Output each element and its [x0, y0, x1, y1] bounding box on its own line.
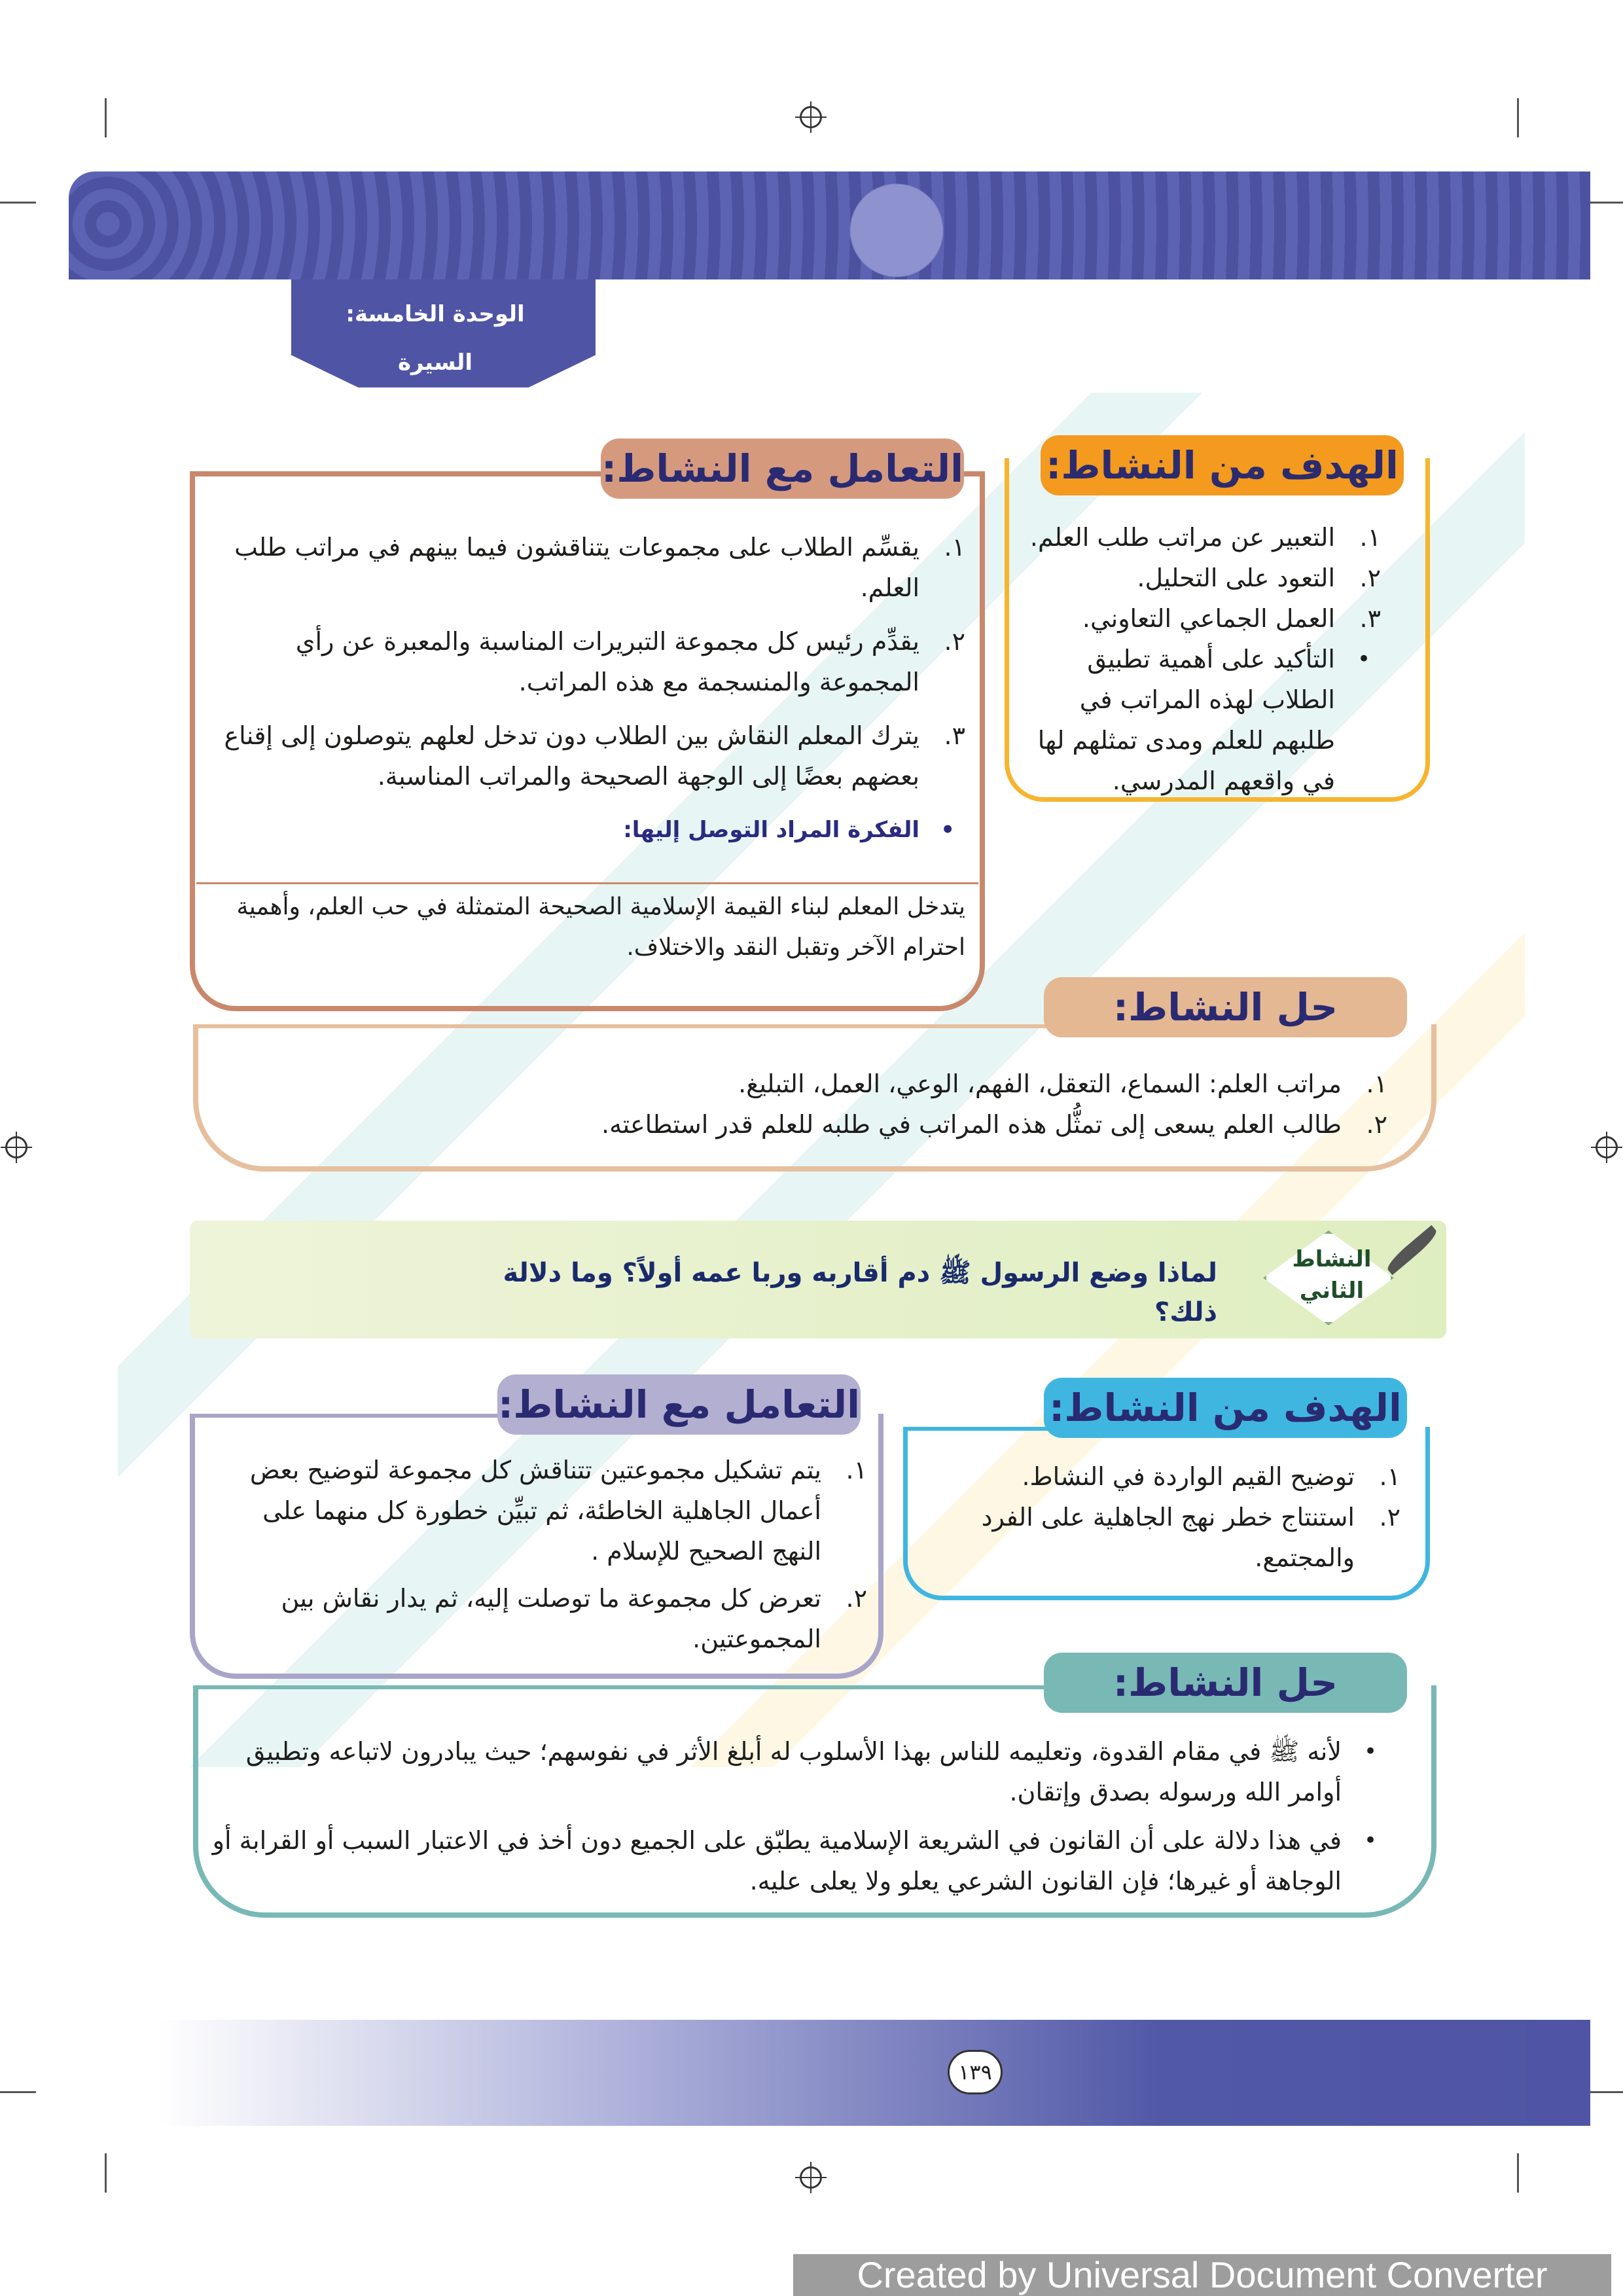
activity1-idea-text: يتدخل المعلم لبناء القيمة الإسلامية الصحيحة المتمثلة في حب العلم، وأهمية احترام الآخر وتقبل النقد والاختلاف. [236, 893, 965, 961]
item-text: استنتاج خطر نهج الجاهلية على الفرد والمجتمع. [981, 1503, 1355, 1572]
item-number: ٣. [944, 721, 965, 750]
crop-mark [1587, 2091, 1623, 2093]
top-ornamental-banner [69, 171, 1590, 279]
list-item [209, 715, 965, 797]
bullet-icon: • [1363, 1827, 1377, 1854]
list-item [223, 1064, 1387, 1104]
activity2-badge-label [1283, 1244, 1381, 1306]
item-text: العمل الجماعي التعاوني. [1082, 604, 1335, 633]
unit-title [308, 290, 563, 435]
item-number: ٢. [846, 1584, 867, 1613]
activity2-handling-list [206, 1450, 867, 1659]
activity2-handling-header: التعامل مع النشاط: [497, 1374, 861, 1435]
item-number: ١. [944, 533, 965, 562]
item-number: ١. [846, 1456, 867, 1484]
list-item [1018, 558, 1381, 598]
activity2-goal-header: الهدف من النشاط: [1044, 1378, 1407, 1438]
item-text: توضيح القيم الواردة في النشاط. [1022, 1462, 1355, 1491]
crop-mark [0, 2091, 36, 2093]
activity1-idea-separator [196, 882, 978, 884]
list-item [1018, 517, 1381, 558]
registration-mark-icon [800, 2166, 822, 2189]
list-item [1018, 639, 1381, 801]
item-text: لأنه ﷺ في مقام القدوة، وتعليمه للناس بهذا الأسلوب له أبلغ الأثر في نفوسهم؛ حيث يبادرون لاتباعه وتطبيق أوامر الله ورسوله بصدق وإتقان. [245, 1737, 1342, 1806]
activity2-goal-list [916, 1456, 1400, 1578]
activity2-solution-list [209, 1731, 1387, 1901]
list-item [209, 621, 965, 702]
item-number: ٢. [1366, 1110, 1387, 1139]
item-number: ١. [1366, 1069, 1387, 1098]
activity1-handling-header: التعامل مع النشاط: [601, 439, 964, 499]
idea-label-row [209, 810, 965, 850]
activity1-solution-list [223, 1064, 1387, 1145]
registration-mark-icon [800, 106, 822, 128]
crop-mark [1587, 202, 1623, 204]
crop-mark [1517, 98, 1519, 137]
bullet-icon: • [1363, 1738, 1377, 1765]
list-item [916, 1497, 1400, 1578]
item-text: تعرض كل مجموعة ما توصلت إليه، ثم يدار نقاش بين المجموعتين. [281, 1584, 821, 1653]
item-number: ١. [1359, 523, 1381, 552]
footer-corner-block [1526, 2020, 1590, 2126]
converter-watermark-label: Created by Universal Document Converter [793, 2254, 1611, 2296]
activity2-handling-top-rule [190, 1414, 504, 1418]
footer-ornamental-strip [157, 2020, 1590, 2126]
activity2-solution-header: حل النشاط: [1044, 1653, 1407, 1713]
crop-mark [0, 202, 36, 204]
list-item [1018, 598, 1381, 639]
item-text: في هذا دلالة على أن القانون في الشريعة الإسلامية يطبّق على الجميع دون أخذ في الاعتبار السبب أو القرابة أو الوجاهة أو غيرها؛ فإن القانون الشرعي يعلو ولا يعلى عليه. [212, 1826, 1342, 1895]
registration-mark-icon [1596, 1136, 1618, 1158]
item-text: يتم تشكيل مجموعتين تتناقش كل مجموعة لتوضيح بعض أعمال الجاهلية الخاطئة، ثم تبيِّن خطورة كل منهما على النهج الصحيح للإسلام . [249, 1456, 821, 1566]
item-number: ٣. [1359, 604, 1381, 633]
registration-mark-icon [5, 1136, 27, 1158]
activity1-solution-top-rule [193, 1024, 1047, 1028]
activity2-solution-top-rule [193, 1685, 1047, 1689]
item-text: يقدِّم رئيس كل مجموعة التبريرات المناسبة والمعبرة عن رأي المجموعة والمنسجمة مع هذه المراتب. [295, 627, 919, 696]
bullet-icon: • [940, 817, 955, 843]
bullet-icon: • [1357, 646, 1370, 672]
list-item [209, 527, 965, 608]
activity1-goal-list [1018, 517, 1381, 801]
list-item [206, 1578, 867, 1659]
crop-mark [105, 2153, 107, 2193]
item-number: ١. [1379, 1462, 1400, 1491]
activity1-goal-header: الهدف من النشاط: [1041, 435, 1404, 495]
crop-mark [1517, 2153, 1519, 2193]
activity1-handling-list [209, 527, 965, 850]
unit-title-line1: الوحدة الخامسة: السيرة [346, 301, 525, 376]
item-number: ٢. [944, 627, 965, 656]
list-item [206, 1450, 867, 1571]
idea-label: الفكرة المراد التوصل إليها: [623, 817, 919, 843]
list-item [223, 1104, 1387, 1145]
item-number: ٢. [1359, 564, 1381, 592]
item-text: التأكيد على أهمية تطبيق الطلاب لهذه المراتب في طلبهم للعلم ومدى تمثلهم لها في واقعهم المدرسي. [1037, 645, 1335, 795]
activity1-solution-header: حل النشاط: [1044, 977, 1407, 1037]
badge-line1: النشاط [1292, 1246, 1372, 1272]
activity2-question: لماذا وضع الرسول ﷺ دم أقاربه وربا عمه أولاً؟ وما دلالة ذلك؟ [503, 1258, 1217, 1327]
list-item [209, 1731, 1387, 1812]
page-number: ١٣٩ [948, 2050, 1003, 2094]
activity2-goal-top-rule [903, 1427, 1054, 1431]
item-number: ٢. [1379, 1503, 1400, 1532]
item-text: مراتب العلم: السماع، التعقل، الفهم، الوعي، العمل، التبليغ. [738, 1069, 1342, 1098]
badge-line2: الثاني [1299, 1278, 1364, 1304]
unit-title-line2: النبوية [400, 398, 471, 424]
item-text: التعود على التحليل. [1137, 564, 1335, 592]
item-text: يترك المعلم النقاش بين الطلاب دون تدخل لعلهم يتوصلون إلى إقناع بعضهم بعضًا إلى الوجهة الصحيحة والمراتب المناسبة. [224, 721, 919, 791]
item-text: طالب العلم يسعى إلى تمثُّل هذه المراتب في طلبه للعلم قدر استطاعته. [601, 1110, 1342, 1139]
item-text: يقسِّم الطلاب على مجموعات يتناقشون فيما بينهم في مراتب طلب العلم. [234, 533, 919, 602]
crop-mark [105, 98, 107, 137]
list-item [209, 1820, 1387, 1901]
list-item [916, 1456, 1400, 1497]
item-text: التعبير عن مراتب طلب العلم. [1029, 523, 1335, 552]
